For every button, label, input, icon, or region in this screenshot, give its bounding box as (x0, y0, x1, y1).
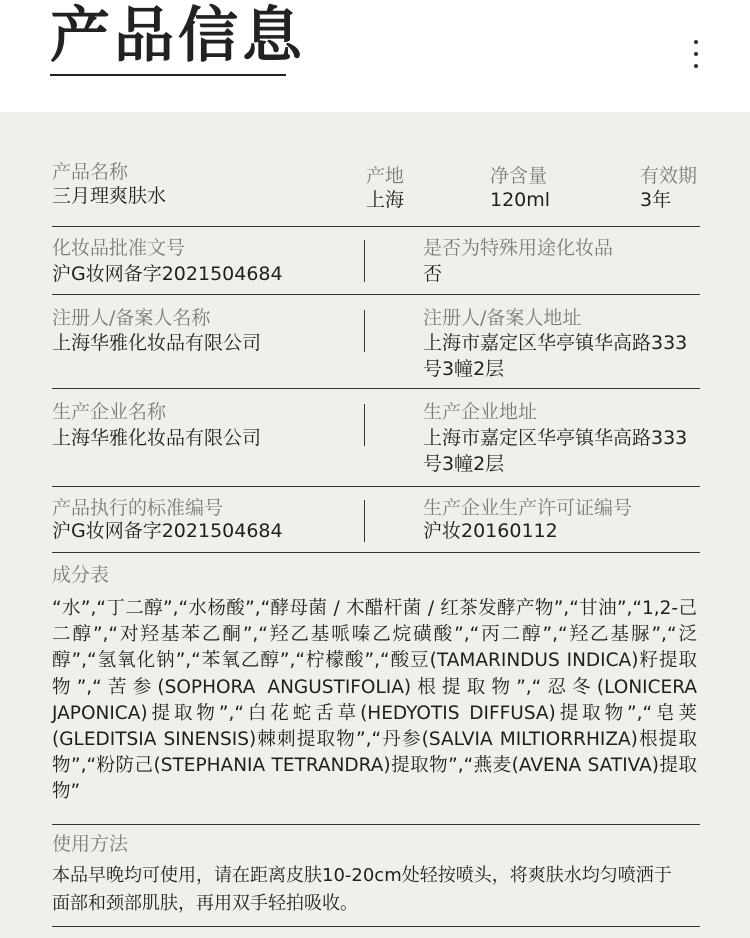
ingredients-label: 成分表 (52, 564, 110, 586)
license-number-value: 沪妆20160112 (423, 520, 558, 542)
manufacturer-address-value: 上海市嘉定区华亭镇华高路333号3幢2层 (423, 427, 688, 475)
product-name-label: 产品名称 (52, 161, 129, 183)
usage-label: 使用方法 (52, 833, 129, 855)
origin-label: 产地 (366, 165, 405, 187)
approval-number-label: 化妆品批准文号 (52, 237, 186, 259)
registrant-address-label: 注册人/备案人地址 (423, 307, 582, 329)
license-number-label: 生产企业生产许可证编号 (423, 497, 633, 519)
registrant-name-label: 注册人/备案人名称 (52, 307, 211, 329)
column-separator (364, 310, 365, 352)
volume-label: 净含量 (490, 165, 548, 187)
divider (52, 294, 700, 295)
origin-value: 上海 (366, 189, 405, 211)
page-title: 产品信息 (50, 1, 306, 71)
product-info-panel (0, 112, 750, 938)
divider (52, 552, 700, 553)
manufacturer-name-label: 生产企业名称 (52, 401, 167, 423)
ingredients-text: “水”,“丁二醇”,“水杨酸”,“酵母菌 / 木醋杆菌 / 红茶发酵产物”,“甘油”,“1,2-己二醇”,“对羟基苯乙酮”,“羟乙基哌嗪乙烷磺酸”,“丙二醇”,“羟乙基脲”,“泛醇”,“氢氧化钠”,“苯氧乙醇”,“柠檬酸”,“酸豆(TAMARINDUS INDICA)籽提取物”,“苦参(SOPHORA ANGUSTIFOLIA)根提取物”,“忍冬(LONICERA JAPONICA)提取物”,“白花蛇舌草(HEDYOTIS DIFFUSA)提取物”,“皂荚(GLEDITSIA SINENSIS)棘刺提取物”,“丹参(SALVIA MILTIORRHIZA)根提取物”,“粉防己(STEPHANIA TETRANDRA)提取物”,“燕麦(AVENA SATIVA)提取物” (52, 598, 697, 803)
expiry-label: 有效期 (640, 165, 698, 187)
expiry-value: 3年 (640, 189, 672, 211)
special-use-label: 是否为特殊用途化妆品 (423, 237, 614, 259)
header (0, 0, 750, 112)
divider (52, 926, 700, 927)
manufacturer-address-label: 生产企业地址 (423, 401, 538, 423)
usage-text: 本品早晚均可使用，请在距离皮肤10-20cm处轻按喷头，将爽肤水均匀喷洒于面部和颈部肌肤，再用双手轻拍吸收。 (52, 865, 672, 914)
registrant-address-value: 上海市嘉定区华亭镇华高路333号3幢2层 (423, 332, 688, 380)
divider (52, 226, 700, 227)
registrant-name-value: 上海华雅化妆品有限公司 (52, 332, 262, 354)
product-name-value: 三月理爽肤水 (52, 185, 167, 207)
manufacturer-name-value: 上海华雅化妆品有限公司 (52, 427, 262, 449)
approval-number-value: 沪G妆网备字2021504684 (52, 263, 283, 285)
column-separator (364, 500, 365, 542)
title-underline (50, 74, 286, 76)
special-use-value: 否 (423, 263, 443, 285)
divider (52, 388, 700, 389)
divider (52, 824, 700, 825)
standard-number-value: 沪G妆网备字2021504684 (52, 520, 283, 542)
more-vertical-icon[interactable] (690, 40, 702, 68)
column-separator (364, 404, 365, 446)
volume-value: 120ml (490, 189, 551, 211)
standard-number-label: 产品执行的标准编号 (52, 497, 224, 519)
divider (52, 486, 700, 487)
column-separator (364, 240, 365, 282)
